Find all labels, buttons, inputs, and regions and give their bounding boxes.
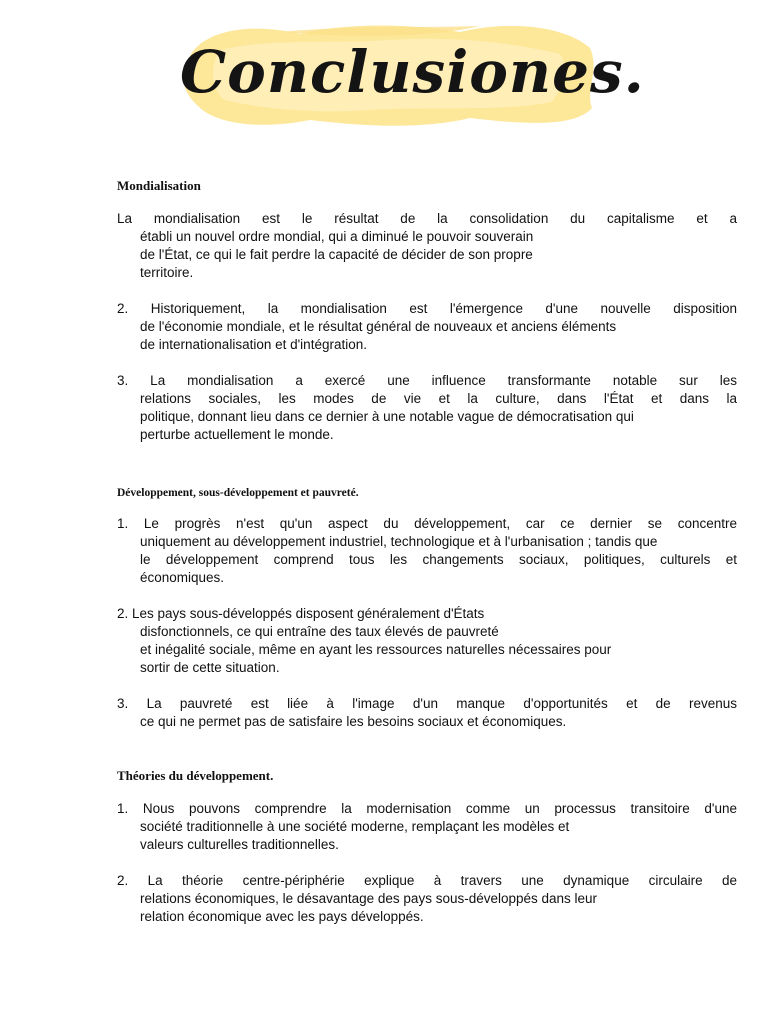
- item-line: sortir de cette situation.: [140, 660, 280, 675]
- section-developpement: [117, 487, 737, 749]
- list-item: [117, 372, 737, 444]
- section-mondialisation: [117, 178, 737, 462]
- item-line: de l'économie mondiale, et le résultat général de nouveaux et anciens éléments: [140, 319, 617, 334]
- section-heading: Développement, sous-développement et pauvreté.: [117, 487, 359, 499]
- item-line: relations économiques, le désavantage des pays sous-développés dans leur: [140, 891, 598, 906]
- item-line: société traditionnelle à une société moderne, remplaçant les modèles et: [140, 819, 570, 834]
- section-theories: [117, 768, 737, 944]
- section-heading: Théories du développement.: [117, 768, 274, 783]
- item-first-line: La mondialisation est le résultat de la consolidation du capitalisme et a: [117, 211, 737, 226]
- item-line: disfonctionnels, ce qui entraîne des taux élevés de pauvreté: [140, 624, 499, 639]
- item-first-line: 2. Les pays sous-développés disposent généralement d'États: [117, 606, 485, 621]
- item-first-line: 3. La mondialisation a exercé une influence transformante notable sur les: [117, 373, 737, 388]
- section-heading: Mondialisation: [117, 178, 201, 193]
- item-line: de l'État, ce qui le fait perdre la capacité de décider de son propre: [140, 247, 533, 262]
- list-item: [117, 210, 737, 282]
- item-line: ce qui ne permet pas de satisfaire les besoins sociaux et économiques.: [140, 714, 567, 729]
- title-banner: [180, 20, 645, 132]
- list-item: [117, 695, 737, 731]
- item-line: économiques.: [140, 570, 225, 585]
- list-item: [117, 605, 737, 677]
- item-first-line: 1. Nous pouvons comprendre la modernisation comme un processus transitoire d'une: [117, 801, 737, 816]
- list-item: [117, 300, 737, 354]
- list-item: [117, 515, 737, 587]
- item-line: territoire.: [140, 265, 194, 280]
- item-first-line: 2. La théorie centre-périphérie explique à travers une dynamique circulaire de: [117, 873, 737, 888]
- item-first-line: 2. Historiquement, la mondialisation est l'émergence d'une nouvelle disposition: [117, 301, 737, 316]
- item-line: uniquement au développement industriel, technologique et à l'urbanisation ; tandis que: [140, 534, 658, 549]
- item-line: le développement comprend tous les changements sociaux, politiques, culturels et: [140, 552, 737, 567]
- item-first-line: 3. La pauvreté est liée à l'image d'un manque d'opportunités et de revenus: [117, 696, 737, 711]
- item-line: établi un nouvel ordre mondial, qui a diminué le pouvoir souverain: [140, 229, 534, 244]
- item-line: et inégalité sociale, même en ayant les ressources naturelles nécessaires pour: [140, 642, 612, 657]
- item-line: valeurs culturelles traditionnelles.: [140, 837, 339, 852]
- item-line: de internationalisation et d'intégration.: [140, 337, 367, 352]
- item-first-line: 1. Le progrès n'est qu'un aspect du développement, car ce dernier se concentre: [117, 516, 737, 531]
- item-line: perturbe actuellement le monde.: [140, 427, 334, 442]
- list-item: [117, 872, 737, 926]
- item-line: relations sociales, les modes de vie et la culture, dans l'État et dans la: [140, 391, 737, 406]
- item-line: relation économique avec les pays développés.: [140, 909, 424, 924]
- item-line: politique, donnant lieu dans ce dernier à une notable vague de démocratisation qui: [140, 409, 634, 424]
- list-item: [117, 800, 737, 854]
- page-title: Conclusiones.: [180, 38, 645, 106]
